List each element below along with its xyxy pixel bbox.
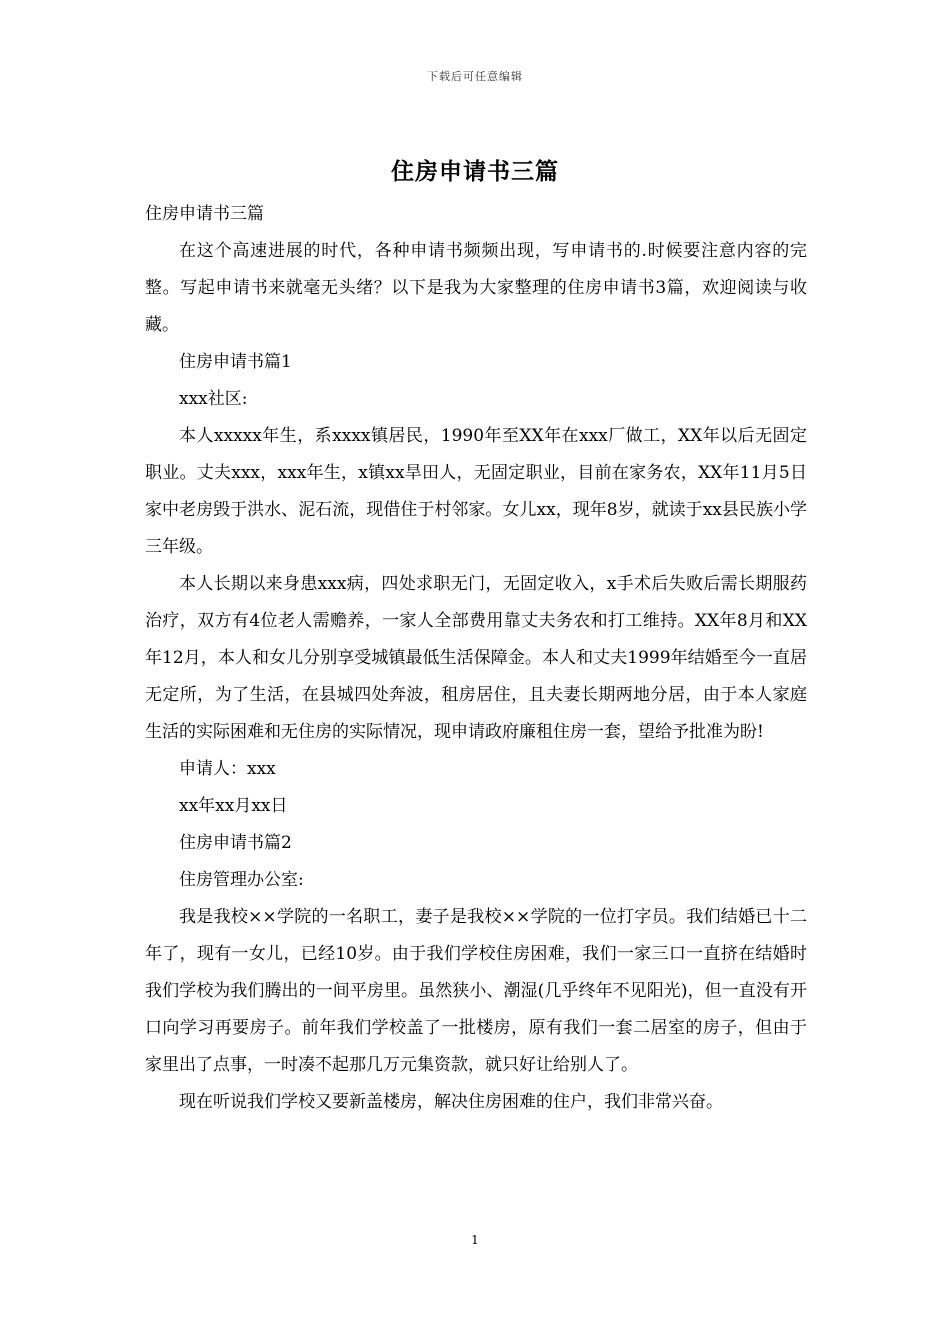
addressee-2: 住房管理办公室: xyxy=(179,870,304,890)
applicant-line: 申请人：xxx xyxy=(179,759,276,779)
subtitle-paragraph: 住房申请书三篇 xyxy=(145,204,264,224)
body-paragraph: 本人长期以来身患xxx病，四处求职无门，无固定收入，x手术后失败后需长期服药治疗，双方有4位老人需赡养，一家人全部费用靠丈夫务农和打工维持。XX年8月和XX年12月，本人和女儿分别享受城镇最低生活保障金。本人和丈夫1999年结婚至今一直居无定所，为了生活，在县城四处奔波，租房居住，且夫妻长期两地分居，由于本人家庭生活的实际困难和无住房的实际情况，现申请政府廉租住房一套，望给予批准为盼! xyxy=(145,574,807,742)
intro-paragraph: 在这个高速进展的时代，各种申请书频频出现，写申请书的.时候要注意内容的完整。写起申请书来就毫无头绪？以下是我为大家整理的住房申请书3篇，欢迎阅读与收藏。 xyxy=(145,241,807,335)
addressee-1: xxx社区: xyxy=(179,389,248,409)
document-body xyxy=(145,196,807,1121)
body-paragraph: 我是我校××学院的一名职工，妻子是我校××学院的一位打字员。我们结婚已十二年了，现有一女儿，已经10岁。由于我们学校住房困难，我们一家三口一直挤在结婚时我们学校为我们腾出的一间平房里。虽然狭小、潮湿(几乎终年不见阳光)，但一直没有开口向学习再要房子。前年我们学校盖了一批楼房，原有我们一套二居室的房子，但由于家里出了点事，一时凑不起那几万元集资款，就只好让给别人了。 xyxy=(145,907,807,1075)
document-title: 住房申请书三篇 xyxy=(391,158,559,185)
section-heading-1: 住房申请书篇1 xyxy=(179,352,292,372)
download-note: 下载后可任意编辑 xyxy=(427,70,523,83)
page-number: 1 xyxy=(471,1233,479,1247)
body-paragraph: 现在听说我们学校又要新盖楼房，解决住房困难的住户，我们非常兴奋。 xyxy=(179,1092,723,1112)
section-heading-2: 住房申请书篇2 xyxy=(179,833,292,853)
body-paragraph: 本人xxxxx年生，系xxxx镇居民，1990年至XX年在xxx厂做工，XX年以后无固定职业。丈夫xxx，xxx年生，x镇xx旱田人，无固定职业，目前在家务农，XX年11月5日家中老房毁于洪水、泥石流，现借住于村邻家。女儿xx，现年8岁，就读于xx县民族小学三年级。 xyxy=(145,426,807,557)
date-line: xx年xx月xx日 xyxy=(179,796,288,816)
